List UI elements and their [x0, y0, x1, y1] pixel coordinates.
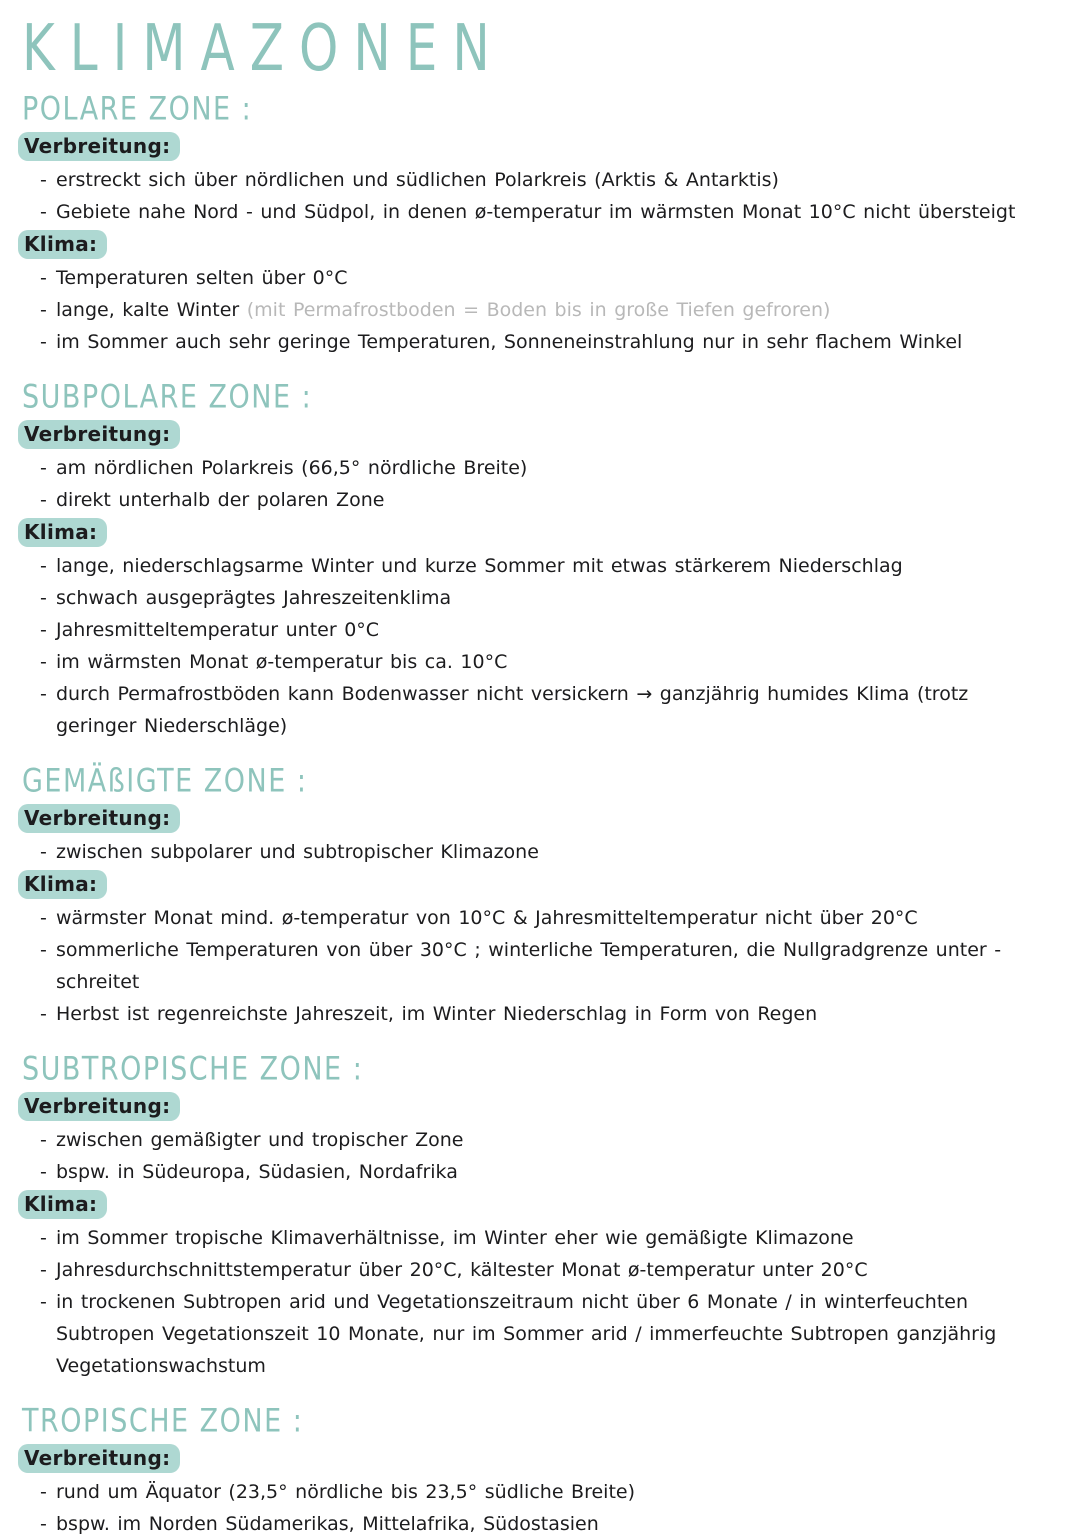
bullet-item: [22, 1254, 1042, 1286]
group-klima: [22, 1190, 1054, 1382]
bullet-list: [22, 262, 1054, 358]
bullet-list: [22, 902, 1054, 1030]
bullet-item: [22, 196, 1042, 228]
bullet-item: [22, 294, 1042, 326]
bullet-text: bspw. in Südeuropa, Südasien, Nordafrika: [56, 1161, 458, 1183]
bullet-list: [22, 1124, 1054, 1188]
group-label: Verbreitung:: [18, 1092, 180, 1121]
bullet-item: [22, 262, 1042, 294]
bullet-marker: -: [40, 619, 47, 641]
bullet-text: lange, niederschlagsarme Winter und kurze Sommer mit etwas stärkerem Niederschlag: [56, 555, 903, 577]
bullet-marker: -: [40, 683, 47, 705]
bullet-text: bspw. im Norden Südamerikas, Mittelafrika, Südostasien: [56, 1513, 599, 1535]
bullet-text: rund um Äquator (23,5° nördliche bis 23,5° südliche Breite): [56, 1481, 636, 1503]
bullet-marker: -: [40, 651, 47, 673]
bullet-item: [22, 1476, 1042, 1508]
group-label: Klima:: [18, 230, 107, 259]
bullet-text: Gebiete nahe Nord - und Südpol, in denen ø-temperatur im wärmsten Monat 10°C nicht übersteigt: [56, 201, 1016, 223]
group-verbreitung: [22, 1092, 1054, 1188]
bullet-marker: -: [40, 1291, 47, 1313]
group-label: Verbreitung:: [18, 804, 180, 833]
section-heading: TROPISCHE ZONE :: [22, 1403, 304, 1440]
bullet-text: im wärmsten Monat ø-temperatur bis ca. 10°C: [56, 651, 508, 673]
group-klima: [22, 518, 1054, 742]
bullet-text: am nördlichen Polarkreis (66,5° nördliche Breite): [56, 457, 528, 479]
bullet-marker: -: [40, 1003, 47, 1025]
bullet-text: erstreckt sich über nördlichen und südlichen Polarkreis (Arktis & Antarktis): [56, 169, 779, 191]
bullet-text: Jahresmitteltemperatur unter 0°C: [56, 619, 380, 641]
bullet-item: [22, 934, 1042, 998]
bullet-marker: -: [40, 489, 47, 511]
bullet-text: im Sommer tropische Klimaverhältnisse, im Winter eher wie gemäßigte Klimazone: [56, 1227, 854, 1249]
bullet-item: [22, 1124, 1042, 1156]
bullet-item: [22, 484, 1042, 516]
bullet-item: [22, 452, 1042, 484]
bullet-list: [22, 1222, 1054, 1382]
group-label: Verbreitung:: [18, 420, 180, 449]
bullet-marker: -: [40, 555, 47, 577]
section-tropische-zone: [22, 1404, 1054, 1540]
group-label: Klima:: [18, 870, 107, 899]
group-klima: [22, 230, 1054, 358]
bullet-marker: -: [40, 939, 47, 961]
bullet-item: [22, 582, 1042, 614]
page-title: KLIMAZONEN: [22, 11, 505, 86]
bullet-marker: -: [40, 331, 47, 353]
section-heading: GEMÄßIGTE ZONE :: [22, 763, 308, 800]
bullet-text: Jahresdurchschnittstemperatur über 20°C, kältester Monat ø-temperatur unter 20°C: [56, 1259, 868, 1281]
bullet-text: direkt unterhalb der polaren Zone: [56, 489, 385, 511]
bullet-text: im Sommer auch sehr geringe Temperaturen, Sonneneinstrahlung nur in sehr flachem Winkel: [56, 331, 963, 353]
bullet-item: [22, 1222, 1042, 1254]
group-verbreitung: [22, 420, 1054, 516]
bullet-marker: -: [40, 299, 47, 321]
bullet-marker: -: [40, 1259, 47, 1281]
bullet-marker: -: [40, 1227, 47, 1249]
bullet-marker: -: [40, 1161, 47, 1183]
group-label: Klima:: [18, 518, 107, 547]
bullet-marker: -: [40, 587, 47, 609]
group-label: Verbreitung:: [18, 132, 180, 161]
section-subpolare-zone: [22, 380, 1054, 742]
section-heading: POLARE ZONE :: [22, 91, 253, 128]
bullet-marker: -: [40, 907, 47, 929]
bullet-item: [22, 164, 1042, 196]
bullet-marker: -: [40, 267, 47, 289]
bullet-text: sommerliche Temperaturen von über 30°C ; winterliche Temperaturen, die Nullgradgrenze unter - schreitet: [56, 939, 1002, 993]
bullet-item: [22, 614, 1042, 646]
section-polare-zone: [22, 92, 1054, 358]
group-verbreitung: [22, 132, 1054, 228]
bullet-item: [22, 1508, 1042, 1540]
sections-container: [22, 92, 1054, 1540]
bullet-list: [22, 836, 1054, 868]
bullet-text: lange, kalte Winter (mit Permafrostboden = Boden bis in große Tiefen gefroren): [56, 299, 831, 321]
bullet-item: [22, 678, 1042, 742]
bullet-text: wärmster Monat mind. ø-temperatur von 10°C & Jahresmitteltemperatur nicht über 20°C: [56, 907, 918, 929]
group-label: Verbreitung:: [18, 1444, 180, 1473]
bullet-muted-text: (mit Permafrostboden = Boden bis in große Tiefen gefroren): [246, 299, 831, 321]
section-heading: SUBTROPISCHE ZONE :: [22, 1051, 364, 1088]
bullet-text: durch Permafrostböden kann Bodenwasser nicht versickern → ganzjährig humides Klima (trotz geringer Niederschläge): [56, 683, 969, 737]
bullet-item: [22, 550, 1042, 582]
bullet-list: [22, 452, 1054, 516]
bullet-item: [22, 1156, 1042, 1188]
section-subtropische-zone: [22, 1052, 1054, 1382]
group-verbreitung: [22, 1444, 1054, 1540]
bullet-text: Temperaturen selten über 0°C: [56, 267, 348, 289]
bullet-marker: -: [40, 841, 47, 863]
bullet-marker: -: [40, 201, 47, 223]
bullet-item: [22, 998, 1042, 1030]
bullet-marker: -: [40, 1129, 47, 1151]
bullet-item: [22, 836, 1042, 868]
bullet-item: [22, 646, 1042, 678]
bullet-item: [22, 1286, 1042, 1382]
bullet-marker: -: [40, 1513, 47, 1535]
bullet-marker: -: [40, 169, 47, 191]
section-gem-igte-zone: [22, 764, 1054, 1030]
group-label: Klima:: [18, 1190, 107, 1219]
bullet-item: [22, 326, 1042, 358]
bullet-text: zwischen subpolarer und subtropischer Klimazone: [56, 841, 539, 863]
bullet-marker: -: [40, 457, 47, 479]
bullet-list: [22, 1476, 1054, 1540]
bullet-list: [22, 164, 1054, 228]
section-heading: SUBPOLARE ZONE :: [22, 379, 313, 416]
bullet-item: [22, 902, 1042, 934]
bullet-text: zwischen gemäßigter und tropischer Zone: [56, 1129, 464, 1151]
bullet-text: schwach ausgeprägtes Jahreszeitenklima: [56, 587, 452, 609]
group-klima: [22, 870, 1054, 1030]
bullet-marker: -: [40, 1481, 47, 1503]
group-verbreitung: [22, 804, 1054, 868]
bullet-text: in trockenen Subtropen arid und Vegetationszeitraum nicht über 6 Monate / in winterfeuchten Subtropen Vegetationszeit 10 Monate, nur im Sommer arid / immerfeuchte Subtropen ganzjährig Vegetationswachstum: [56, 1291, 997, 1377]
bullet-list: [22, 550, 1054, 742]
bullet-text: Herbst ist regenreichste Jahreszeit, im Winter Niederschlag in Form von Regen: [56, 1003, 818, 1025]
